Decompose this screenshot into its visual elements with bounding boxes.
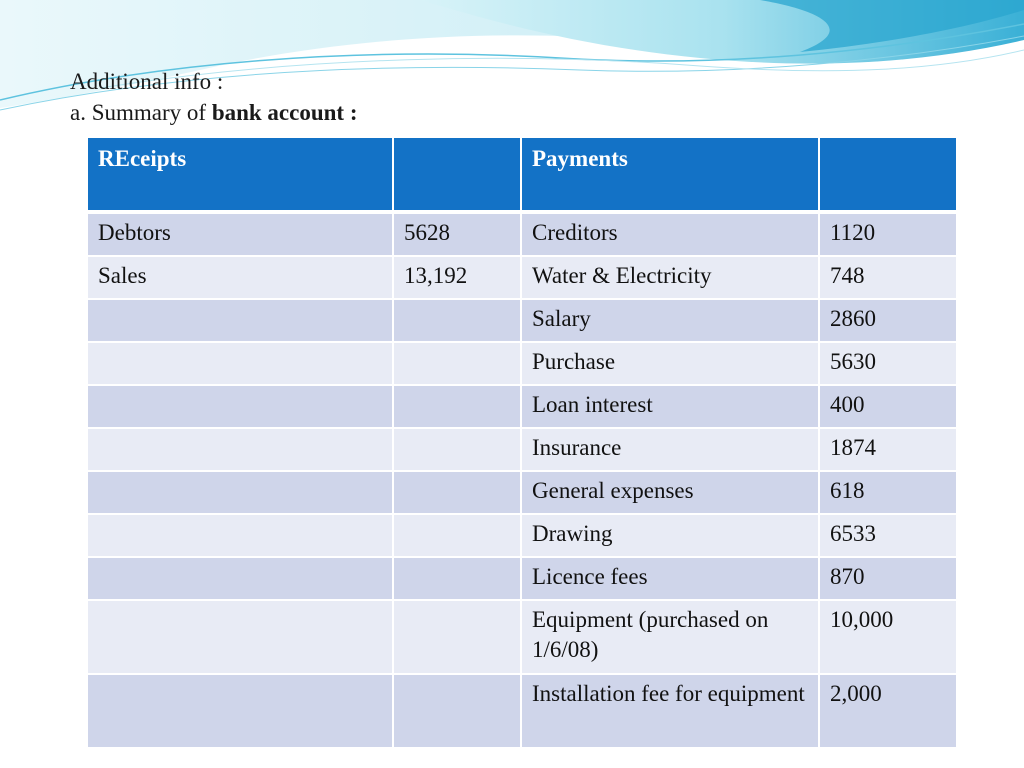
receipt-item: Sales	[87, 256, 393, 299]
intro-text	[70, 66, 358, 128]
payment-item: Licence fees	[521, 557, 819, 600]
receipt-item	[87, 600, 393, 674]
table-row	[87, 674, 957, 748]
table-header-row	[87, 137, 957, 212]
intro-line-2-bold: bank account :	[211, 100, 358, 125]
receipt-amount	[393, 557, 521, 600]
table-row	[87, 256, 957, 299]
receipt-amount: 5628	[393, 212, 521, 256]
receipt-item	[87, 557, 393, 600]
payment-amount: 2,000	[819, 674, 957, 748]
intro-line-2	[70, 97, 358, 128]
receipt-amount	[393, 342, 521, 385]
payment-amount: 10,000	[819, 600, 957, 674]
table-row	[87, 385, 957, 428]
payment-amount: 2860	[819, 299, 957, 342]
receipt-amount	[393, 514, 521, 557]
payment-amount: 748	[819, 256, 957, 299]
table-row	[87, 299, 957, 342]
payment-amount: 1874	[819, 428, 957, 471]
table-row	[87, 342, 957, 385]
table-row	[87, 428, 957, 471]
payment-item: Creditors	[521, 212, 819, 256]
payment-item: Drawing	[521, 514, 819, 557]
receipt-amount	[393, 471, 521, 514]
receipt-amount	[393, 299, 521, 342]
payment-amount: 618	[819, 471, 957, 514]
table-row	[87, 471, 957, 514]
receipt-item	[87, 674, 393, 748]
receipt-item	[87, 342, 393, 385]
receipt-amount	[393, 428, 521, 471]
payment-amount: 400	[819, 385, 957, 428]
intro-line-1: Additional info :	[70, 69, 224, 94]
receipt-amount	[393, 674, 521, 748]
header-receipts: REceipts	[87, 137, 393, 212]
header-receipts-amount	[393, 137, 521, 212]
payment-item: Installation fee for equipment	[521, 674, 819, 748]
table-row	[87, 212, 957, 256]
bank-account-table	[86, 136, 958, 749]
payment-item: Purchase	[521, 342, 819, 385]
payment-item: Insurance	[521, 428, 819, 471]
table-row	[87, 514, 957, 557]
table-row	[87, 600, 957, 674]
receipt-item	[87, 385, 393, 428]
receipt-item: Debtors	[87, 212, 393, 256]
payment-amount: 6533	[819, 514, 957, 557]
payment-amount: 5630	[819, 342, 957, 385]
receipt-amount	[393, 600, 521, 674]
header-payments: Payments	[521, 137, 819, 212]
payment-item: Salary	[521, 299, 819, 342]
payment-item: General expenses	[521, 471, 819, 514]
receipt-item	[87, 471, 393, 514]
receipt-item	[87, 299, 393, 342]
payment-item: Water & Electricity	[521, 256, 819, 299]
payment-amount: 1120	[819, 212, 957, 256]
intro-line-2-prefix: a. Summary of	[70, 100, 212, 125]
receipt-item	[87, 428, 393, 471]
table-row	[87, 557, 957, 600]
payment-amount: 870	[819, 557, 957, 600]
payment-item: Equipment (purchased on 1/6/08)	[521, 600, 819, 674]
receipt-amount	[393, 385, 521, 428]
receipt-amount: 13,192	[393, 256, 521, 299]
receipt-item	[87, 514, 393, 557]
payment-item: Loan interest	[521, 385, 819, 428]
header-payments-amount	[819, 137, 957, 212]
